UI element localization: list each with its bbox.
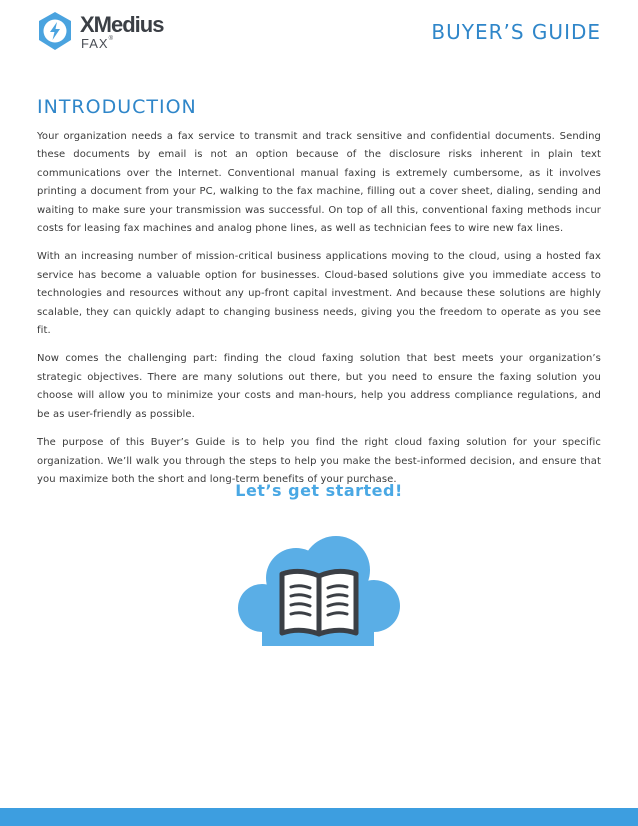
footer-bar — [0, 808, 638, 826]
intro-paragraph-4: The purpose of this Buyer’s Guide is to help you find the right cloud faxing solution for your specific organization. We’ll walk you through the steps to help you make the best-informed decision, and ensure that you maximize both the short and long-term benefits of your purchase. — [37, 437, 601, 485]
shield-lightning-icon — [36, 11, 74, 51]
intro-paragraph-3: Now comes the challenging part: finding the cloud faxing solution that best meets your organization’s strategic objectives. There are many solutions out there, but you need to ensure the faxing solution you choose will allow you to minimize your costs and man-hours, help you address compliance regulations, and be as user-friendly as possible. — [37, 353, 601, 420]
brand-product-label: FAX — [81, 36, 109, 51]
intro-paragraph-2: With an increasing number of mission-critical business applications moving to the cloud, using a hosted fax service has become a valuable option for businesses. Cloud-based solutions give you immediate access to technologies and resources without any up-front capital investment. And because these solutions are highly scalable, they can quickly adapt to changing business needs, giving you the freedom to operate as you see fit. — [37, 251, 601, 337]
guide-title: BUYER’S GUIDE — [431, 20, 601, 44]
intro-paragraph-1: Your organization needs a fax service to transmit and track sensitive and confidential documents. Sending these documents by email is not an option because of the disclosure risks inherent in plain text communications over the Internet. Conventional manual faxing is extremely cumbersome, as it involves printing a document from your PC, walking to the fax machine, filling out a cover sheet, dialing, sending and waiting to make sure your transmission was successful. On top of all this, conventional faxing methods incur costs for leasing fax machines and analog phone lines, as well as technician fees to wire new fax lines. — [37, 131, 601, 235]
brand-name: XMedius — [80, 12, 164, 37]
get-started-heading: Let’s get started! — [235, 481, 403, 500]
brand-product — [81, 36, 114, 51]
xmedius-fax-logo — [36, 11, 196, 55]
registered-mark: ® — [108, 36, 114, 42]
section-title: INTRODUCTION — [37, 96, 197, 118]
introduction-section — [37, 96, 601, 499]
page-header — [0, 0, 638, 70]
cloud-book-icon — [238, 534, 400, 646]
